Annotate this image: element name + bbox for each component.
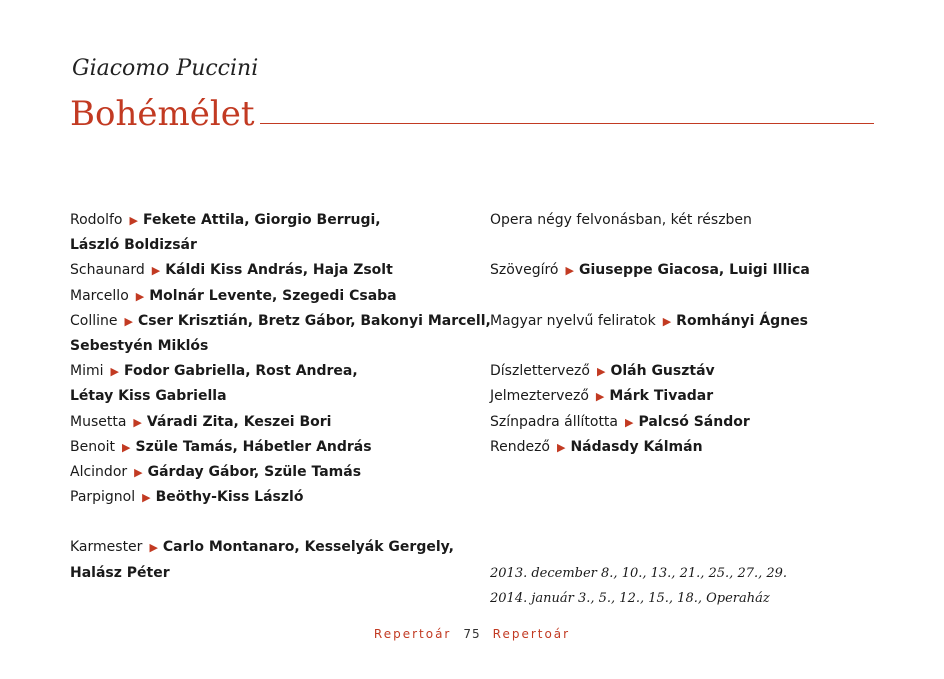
performer-names: Gárday Gábor, Szüle Tamás [147,463,362,480]
spacer [490,510,890,535]
info-column [490,208,890,611]
performer-names: Halász Péter [70,564,170,581]
role-label: Schaunard [70,262,145,279]
role-label: Alcindor [70,463,128,480]
credit-row-costume [490,384,890,409]
performer-names: Carlo Montanaro, Kesselyák Gergely, [162,539,454,556]
footer-section-left: Repertoár [373,627,452,641]
arrow-icon: ▶ [595,390,605,404]
arrow-icon: ▶ [134,465,143,479]
arrow-icon: ▶ [149,541,158,555]
arrow-icon: ▶ [110,365,119,379]
role-label: Rodolfo [70,212,123,228]
performer-names: Sebestyén Miklós [70,337,209,354]
cast-column [70,208,491,586]
spacer [490,334,890,359]
cast-row-rodolfo [70,208,470,233]
credit-row-libretto [490,258,890,283]
arrow-icon: ▶ [596,365,606,379]
performance-dates-2014 [490,586,890,611]
performer-names: Fodor Gabriella, Rost Andrea, [123,363,358,380]
dates-text: 2013. december 8., 10., 13., 21., 25., 27., 29. [490,565,788,581]
role-label: Mimi [70,363,104,380]
role-label: Musetta [70,413,127,430]
cast-row-colline [70,309,491,334]
role-label: Díszlettervező [490,363,590,380]
cast-row-mimi [70,359,470,384]
performer-names: Fekete Attila, Giorgio Berrugi, [142,212,381,228]
composer-name: Giacomo Puccini [72,56,259,81]
role-label: Marcello [70,287,129,304]
spacer [490,485,890,510]
role-label: Karmester [70,539,143,556]
cast-row-parpignol [70,485,470,510]
dates-text: 2014. január 3., 5., 12., 15., 18., Operaház [490,590,770,606]
role-label: Parpignol [70,489,136,506]
title-row [70,92,874,136]
page-number: 75 [463,627,481,641]
spacer [70,510,470,535]
performer-names: Szüle Tamás, Hábetler András [135,438,372,455]
arrow-icon: ▶ [151,264,161,278]
opera-description [490,208,890,233]
credit-names: Giuseppe Giacosa, Luigi Illica [578,262,810,279]
arrow-icon: ▶ [129,214,138,227]
credit-row-set [490,359,890,384]
credit-row-staging [490,410,890,435]
page-footer [0,627,944,641]
performer-names: Létay Kiss Gabriella [70,388,227,405]
credit-row-director [490,435,890,460]
performer-names: Molnár Levente, Szegedi Csaba [149,287,397,304]
cast-row-benoit [70,435,470,460]
arrow-icon: ▶ [625,415,634,429]
credit-names: Palcsó Sándor [638,413,750,430]
cast-row-colline-cont [70,334,470,359]
performer-names: László Boldizsár [70,237,197,254]
title-rule [260,123,874,124]
role-label: Jelmeztervező [490,388,589,405]
arrow-icon: ▶ [135,289,145,303]
cast-row-musetta [70,410,470,435]
cast-row-marcello [70,284,470,309]
performance-dates-2013 [490,561,890,586]
role-label: Rendező [490,438,550,455]
spacer [490,535,890,560]
credit-names: Márk Tivadar [609,388,714,405]
cast-row-karmester-cont [70,561,470,586]
role-label: Szövegíró [490,262,559,279]
arrow-icon: ▶ [142,491,151,505]
role-label: Colline [70,312,118,329]
cast-row-alcindor [70,460,470,485]
role-label: Színpadra állította [490,413,618,430]
spacer [490,460,890,485]
role-label: Magyar nyelvű feliratok [490,312,656,329]
credit-names: Romhányi Ágnes [676,312,808,329]
cast-row-karmester [70,535,470,560]
performer-names: Váradi Zita, Keszei Bori [146,413,332,430]
arrow-icon: ▶ [565,264,574,278]
arrow-icon: ▶ [124,314,133,328]
performer-names: Káldi Kiss András, Haja Zsolt [165,262,393,279]
arrow-icon: ▶ [122,440,131,454]
arrow-icon: ▶ [133,415,142,429]
arrow-icon: ▶ [662,314,672,328]
spacer [490,233,890,258]
cast-row-schaunard [70,258,470,283]
arrow-icon: ▶ [557,440,566,454]
page-title: Bohémélet [70,94,255,134]
description-text: Opera négy felvonásban, két részben [490,212,752,228]
cast-row-rodolfo-cont [70,233,470,258]
footer-section-right: Repertoár [492,627,571,641]
spacer [490,284,890,309]
performer-names: Beöthy-Kiss László [155,489,304,506]
role-label: Benoit [70,438,116,455]
credit-names: Oláh Gusztáv [610,363,715,380]
credit-names: Nádasdy Kálmán [570,438,703,455]
performer-names: Cser Krisztián, Bretz Gábor, Bakonyi Marcell, [137,312,491,329]
credit-row-subtitles [490,309,890,334]
cast-row-mimi-cont [70,384,470,409]
